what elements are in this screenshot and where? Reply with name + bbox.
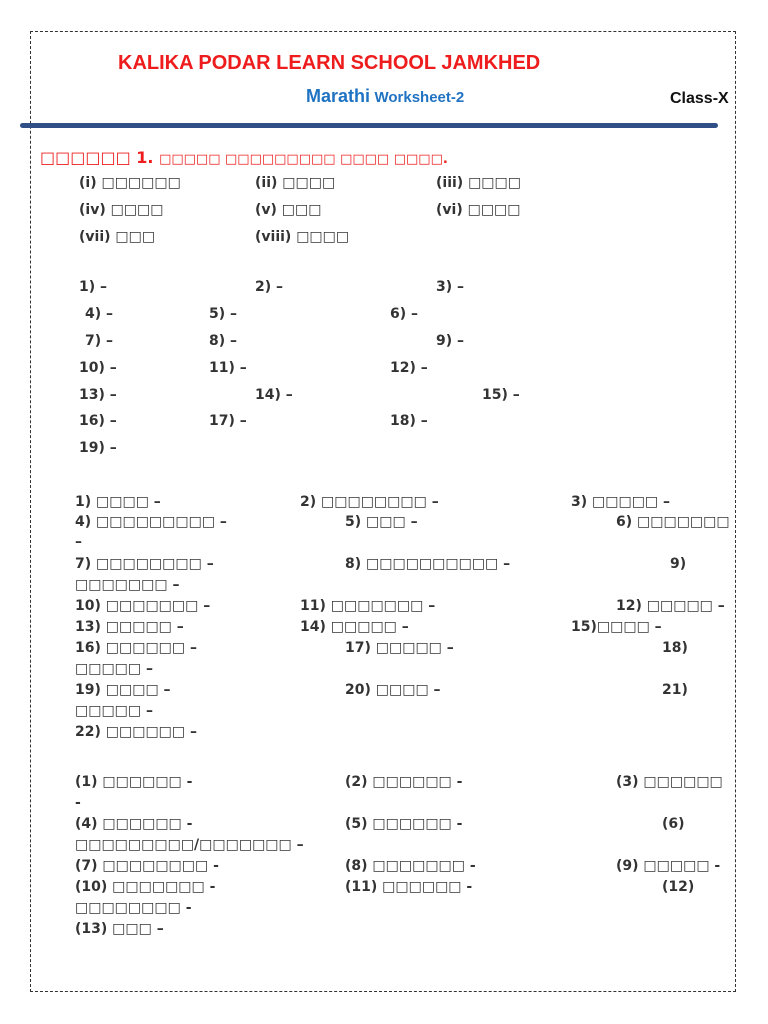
list-item: (2) □□□□□□ - xyxy=(345,774,463,790)
list-item: (7) □□□□□□□□ - xyxy=(75,858,219,874)
list-item: 4) – xyxy=(85,306,114,322)
list-item: 13) – xyxy=(79,387,117,403)
option-item: (i) □□□□□□ xyxy=(79,175,181,191)
list-item: (13) □□□ – xyxy=(75,921,164,937)
list-item: 15)□□□□ – xyxy=(571,619,662,635)
list-item: 7) – xyxy=(85,333,114,349)
list-item: □□□□□ – xyxy=(75,661,154,677)
list-item: (9) □□□□□ - xyxy=(616,858,721,874)
list-item: (4) □□□□□□ - xyxy=(75,816,193,832)
question-text: □□□□□ □□□□□□□□□ □□□□ □□□□. xyxy=(159,152,448,167)
list-item: 8) – xyxy=(209,333,238,349)
list-item: 13) □□□□□ – xyxy=(75,619,184,635)
list-item: 6) □□□□□□□ xyxy=(616,514,730,530)
option-item: (vii) □□□ xyxy=(79,229,156,245)
question-label: □□□□□□ 1. xyxy=(40,148,154,167)
list-item: – xyxy=(75,534,82,550)
list-item: (10) □□□□□□□ - xyxy=(75,879,216,895)
list-item: □□□□□□□□ - xyxy=(75,900,192,916)
list-item: 3) – xyxy=(436,279,465,295)
list-item: 8) □□□□□□□□□□ – xyxy=(345,556,511,572)
list-item: 19) – xyxy=(79,440,117,456)
list-item: (6) xyxy=(662,816,685,832)
option-item: (iii) □□□□ xyxy=(436,175,521,191)
list-item: 4) □□□□□□□□□ – xyxy=(75,514,227,530)
list-item: 10) □□□□□□□ – xyxy=(75,598,211,614)
list-item: (12) xyxy=(662,879,695,895)
list-item: (8) □□□□□□□ - xyxy=(345,858,476,874)
list-item: 16) – xyxy=(79,413,117,429)
list-item: (11) □□□□□□ - xyxy=(345,879,473,895)
list-item: 7) □□□□□□□□ – xyxy=(75,556,214,572)
list-item: 1) □□□□ – xyxy=(75,494,161,510)
school-title: KALIKA PODAR LEARN SCHOOL JAMKHED xyxy=(118,52,541,74)
option-item: (vi) □□□□ xyxy=(436,202,521,218)
list-item: 20) □□□□ – xyxy=(345,682,441,698)
option-item: (viii) □□□□ xyxy=(255,229,350,245)
class-label: Class-X xyxy=(670,90,729,107)
list-item: 14) – xyxy=(255,387,293,403)
option-item: (ii) □□□□ xyxy=(255,175,336,191)
list-item: □□□□□□□□□/□□□□□□□ – xyxy=(75,837,304,853)
list-item: 1) – xyxy=(79,279,108,295)
list-item: 18) xyxy=(662,640,688,656)
list-item: 2) – xyxy=(255,279,284,295)
list-item: 15) – xyxy=(482,387,520,403)
list-item: 5) – xyxy=(209,306,238,322)
list-item: 11) □□□□□□□ – xyxy=(300,598,436,614)
list-item: 18) – xyxy=(390,413,428,429)
list-item: 5) □□□ – xyxy=(345,514,418,530)
list-item: - xyxy=(75,795,81,811)
list-item: 3) □□□□□ – xyxy=(571,494,671,510)
header-divider xyxy=(20,123,718,128)
list-item: 10) – xyxy=(79,360,117,376)
list-item: 11) – xyxy=(209,360,247,376)
list-item: 12) – xyxy=(390,360,428,376)
list-item: □□□□□ – xyxy=(75,703,154,719)
list-item: 22) □□□□□□ – xyxy=(75,724,197,740)
worksheet-label: Worksheet-2 xyxy=(374,89,465,106)
list-item: □□□□□□□ – xyxy=(75,577,180,593)
worksheet-title xyxy=(306,86,464,107)
list-item: 6) – xyxy=(390,306,419,322)
option-item: (iv) □□□□ xyxy=(79,202,164,218)
list-item: 12) □□□□□ – xyxy=(616,598,725,614)
option-item: (v) □□□ xyxy=(255,202,322,218)
list-item: 17) – xyxy=(209,413,247,429)
list-item: 9) xyxy=(670,556,687,572)
question-heading xyxy=(40,148,448,167)
list-item: 2) □□□□□□□□ – xyxy=(300,494,439,510)
list-item: 19) □□□□ – xyxy=(75,682,171,698)
list-item: 17) □□□□□ – xyxy=(345,640,454,656)
subject-name: Marathi xyxy=(306,86,371,106)
list-item: 14) □□□□□ – xyxy=(300,619,409,635)
list-item: 21) xyxy=(662,682,688,698)
list-item: (3) □□□□□□ xyxy=(616,774,723,790)
list-item: 16) □□□□□□ – xyxy=(75,640,197,656)
list-item: (1) □□□□□□ - xyxy=(75,774,193,790)
list-item: (5) □□□□□□ - xyxy=(345,816,463,832)
list-item: 9) – xyxy=(436,333,465,349)
